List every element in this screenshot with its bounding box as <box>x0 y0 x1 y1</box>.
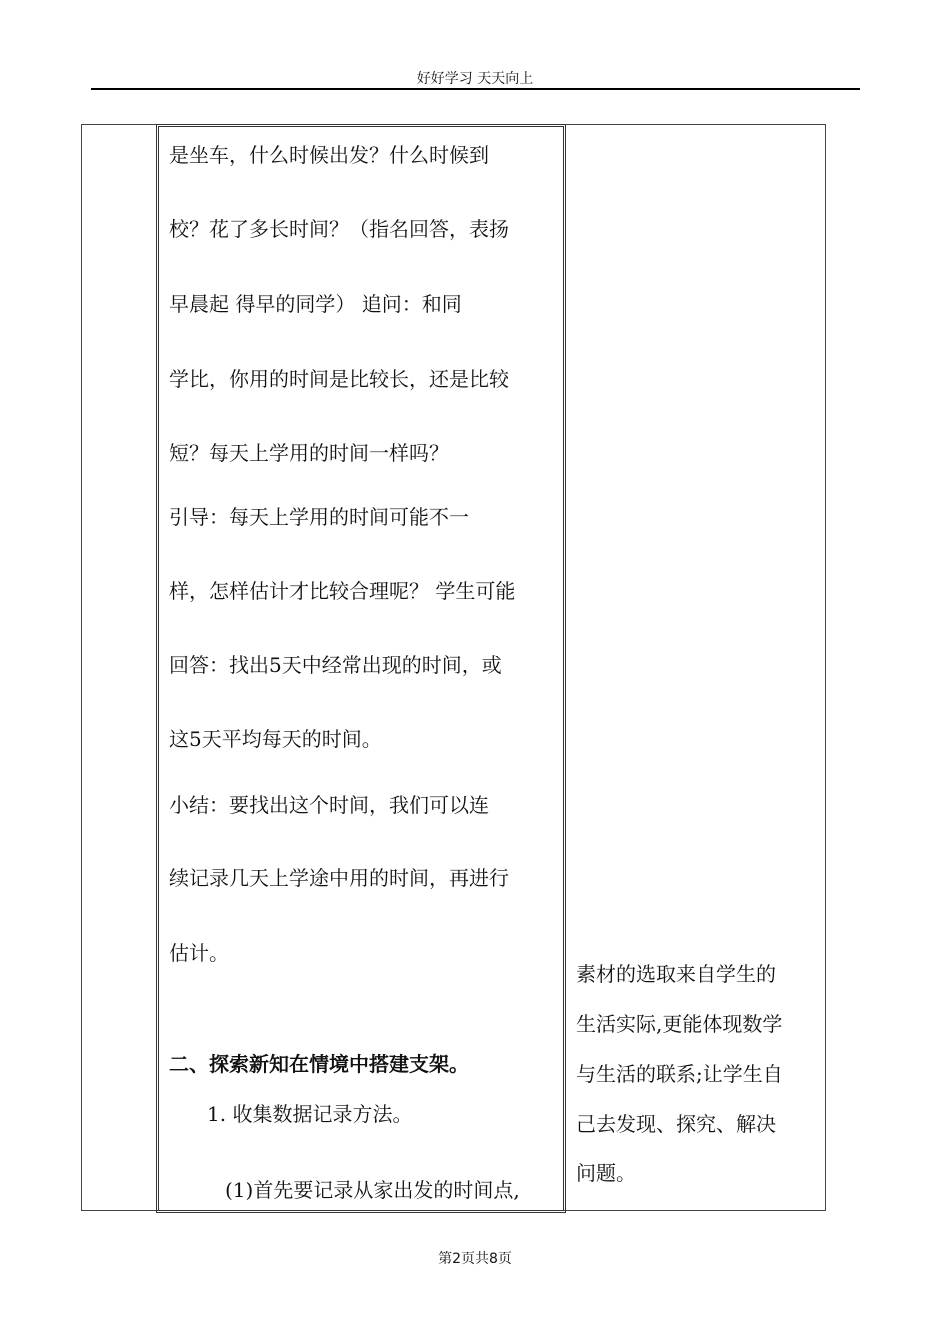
note-line: 素材的选取来自学生的 <box>576 962 776 986</box>
text-line: 样，怎样估计才比较合理呢？ 学生可能 <box>169 579 516 603</box>
table-column-teaching-process <box>156 124 566 1213</box>
list-item: 1. 收集数据记录方法。 <box>207 1102 413 1126</box>
page-number: 第2页共8页 <box>438 1251 512 1267</box>
list-item-sub: (1)首先要记录从家出发的时间点, <box>225 1178 520 1202</box>
text-line: 早晨起 得早的同学） 追问：和同 <box>169 292 462 316</box>
text-line: 小结：要找出这个时间，我们可以连 <box>169 793 489 817</box>
text-line: 续记录几天上学途中用的时间，再进行 <box>169 866 509 890</box>
page-header-title: 好好学习 天天向上 <box>416 71 534 87</box>
text-line: 这5天平均每天的时间。 <box>169 727 382 751</box>
note-line: 生活实际,更能体现数学 <box>576 1012 783 1036</box>
text-line: 回答：找出5天中经常出现的时间，或 <box>169 653 502 677</box>
text-line: 学比，你用的时间是比较长，还是比较 <box>169 367 509 391</box>
table-column-left <box>81 124 156 1211</box>
text-line: 是坐车，什么时候出发？什么时候到 <box>169 143 489 167</box>
note-line: 己去发现、探究、解决 <box>576 1112 776 1136</box>
text-line: 估计。 <box>169 941 229 965</box>
text-line: 引导：每天上学用的时间可能不一 <box>169 505 469 529</box>
table-column-design-notes <box>566 124 826 1211</box>
note-line: 问题。 <box>576 1161 636 1185</box>
note-line: 与生活的联系;让学生自 <box>576 1062 783 1086</box>
text-line: 校？花了多长时间？（指名回答，表扬 <box>169 217 509 241</box>
text-line: 短？每天上学用的时间一样吗？ <box>169 441 449 465</box>
section-heading: 二、探索新知在情境中搭建支架。 <box>169 1052 469 1076</box>
header-rule <box>91 88 860 90</box>
